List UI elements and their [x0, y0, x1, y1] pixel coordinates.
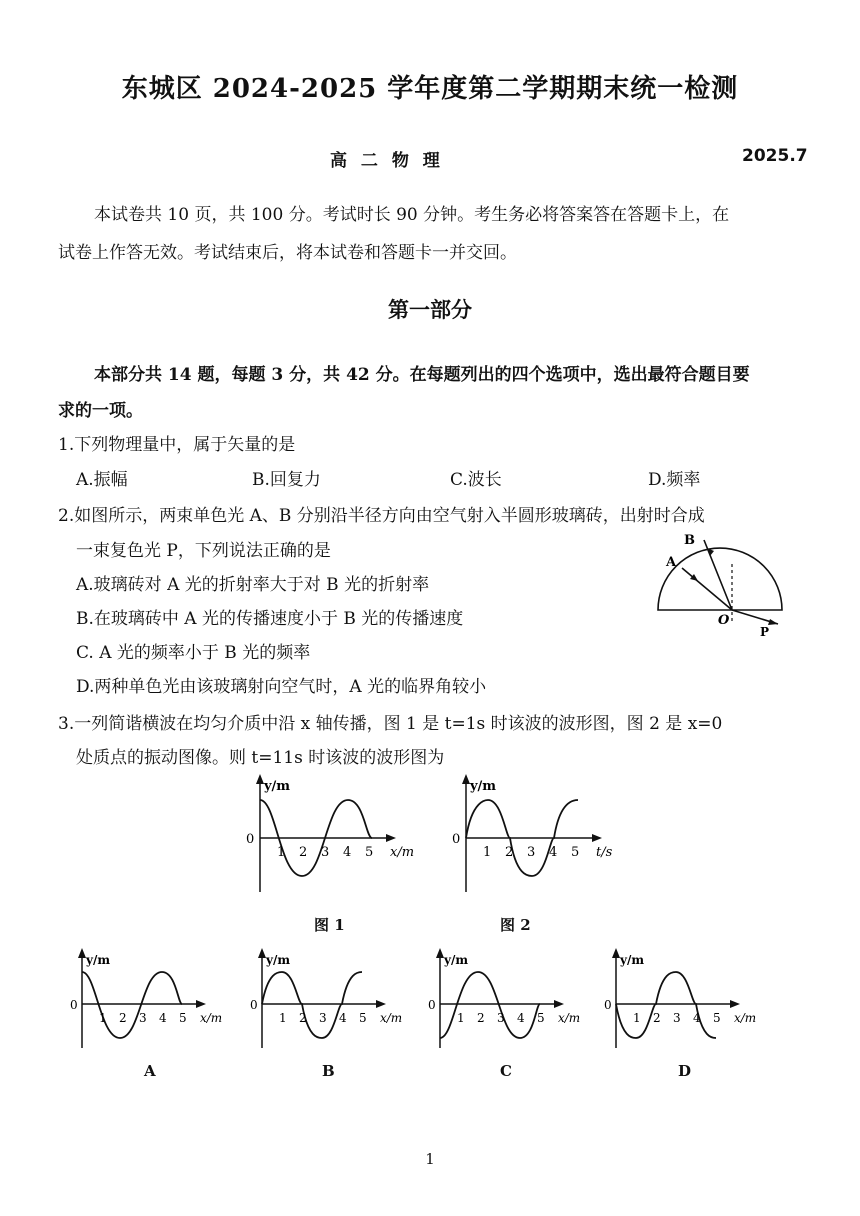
choice-d-tick-1: 1 [633, 1011, 641, 1025]
q2-option-d: D.两种单色光由该玻璃射向空气时，A 光的临界角较小 [76, 677, 487, 697]
fig2-tick-2: 2 [505, 845, 514, 860]
fig1-tick-1: 1 [277, 845, 286, 860]
choice-d-origin: 0 [604, 998, 612, 1012]
q3-figure-1 [240, 772, 420, 896]
choice-c-tick-5: 5 [537, 1011, 545, 1025]
q3-figure-2 [446, 772, 626, 896]
choice-a-xlabel: x/m [200, 1011, 223, 1025]
q2-stem-line-1: 2.如图所示，两束单色光 A、B 分别沿半径方向由空气射入半圆形玻璃砖，出射时合成 [58, 506, 705, 526]
q3-choice-b-graph [242, 946, 412, 1050]
choice-c-tick-4: 4 [517, 1011, 525, 1025]
choice-a-tick-5: 5 [179, 1011, 187, 1025]
choice-b-label: B [322, 1062, 335, 1080]
choice-d-xlabel: x/m [734, 1011, 757, 1025]
q2-label-a: A [666, 555, 677, 570]
section-title: 第一部分 [388, 297, 472, 322]
fig1-xlabel: x/m [390, 845, 415, 860]
choice-a-ylabel: y/m [86, 953, 111, 967]
fig1-tick-5: 5 [365, 845, 374, 860]
instructions-line-2: 试卷上作答无效。考试结束后，将本试卷和答题卡一并交回。 [58, 243, 517, 263]
q2-option-c: C. A 光的频率小于 B 光的频率 [76, 643, 311, 663]
choice-a-tick-2: 2 [119, 1011, 127, 1025]
fig2-tick-4: 4 [549, 845, 558, 860]
choice-c-ylabel: y/m [444, 953, 469, 967]
choice-a-origin: 0 [70, 998, 78, 1012]
q1-option-d: D.频率 [648, 470, 701, 490]
q3-choice-c-graph [420, 946, 590, 1050]
page-title: 东城区 2024-2025 学年度第二学期期末统一检测 [121, 74, 739, 104]
choice-c-label: C [500, 1062, 512, 1080]
choice-a-tick-1: 1 [99, 1011, 107, 1025]
choice-d-tick-5: 5 [713, 1011, 721, 1025]
fig1-tick-2: 2 [299, 845, 308, 860]
fig2-ylabel: y/m [470, 779, 497, 794]
choice-c-origin: 0 [428, 998, 436, 1012]
fig2-tick-3: 3 [527, 845, 536, 860]
q2-option-a: A.玻璃砖对 A 光的折射率大于对 B 光的折射率 [76, 575, 430, 595]
fig1-tick-3: 3 [321, 845, 330, 860]
instructions-line-1: 本试卷共 10 页，共 100 分。考试时长 90 分钟。考生务必将答案答在答题卡上，在 [94, 205, 730, 225]
q3-choice-a-graph [62, 946, 232, 1050]
section-desc-line-1: 本部分共 14 题，每题 3 分，共 42 分。在每题列出的四个选项中，选出最符合题目要 [94, 365, 750, 385]
fig2-tick-1: 1 [483, 845, 492, 860]
q2-option-b: B.在玻璃砖中 A 光的传播速度小于 B 光的传播速度 [76, 609, 464, 629]
fig1-ylabel: y/m [264, 779, 291, 794]
q2-label-o: O [718, 613, 730, 628]
choice-d-label: D [678, 1062, 692, 1080]
page-number: 1 [425, 1150, 435, 1168]
fig1-tick-4: 4 [343, 845, 352, 860]
choice-b-tick-5: 5 [359, 1011, 367, 1025]
choice-a-label: A [144, 1062, 156, 1080]
choice-b-xlabel: x/m [380, 1011, 403, 1025]
choice-c-tick-1: 1 [457, 1011, 465, 1025]
q2-label-p: P [760, 625, 770, 639]
q3-stem-line-2: 处质点的振动图像。则 t=11s 时该波的波形图为 [76, 748, 445, 768]
subject-label: 高 二 物 理 [330, 151, 440, 171]
q2-label-b: B [684, 533, 695, 548]
choice-b-tick-4: 4 [339, 1011, 347, 1025]
q1-option-b: B.回复力 [252, 470, 321, 490]
exam-date: 2025.7 [742, 146, 808, 166]
choice-c-tick-2: 2 [477, 1011, 485, 1025]
choice-d-tick-4: 4 [693, 1011, 701, 1025]
choice-c-tick-3: 3 [497, 1011, 505, 1025]
choice-a-tick-4: 4 [159, 1011, 167, 1025]
fig1-origin: 0 [246, 832, 255, 847]
fig2-tick-5: 5 [571, 845, 580, 860]
q1-stem: 1.下列物理量中，属于矢量的是 [58, 435, 296, 455]
choice-d-ylabel: y/m [620, 953, 645, 967]
choice-c-xlabel: x/m [558, 1011, 581, 1025]
choice-a-tick-3: 3 [139, 1011, 147, 1025]
q3-choice-d-graph [596, 946, 766, 1050]
choice-b-origin: 0 [250, 998, 258, 1012]
choice-b-ylabel: y/m [266, 953, 291, 967]
q1-option-a: A.振幅 [76, 470, 128, 490]
choice-d-tick-3: 3 [673, 1011, 681, 1025]
choice-b-tick-2: 2 [299, 1011, 307, 1025]
q2-semicircle-figure [652, 524, 792, 644]
q3-stem-line-1: 3.一列简谐横波在均匀介质中沿 x 轴传播，图 1 是 t=1s 时该波的波形图，图 2 是 x=0 [58, 714, 723, 734]
section-desc-line-2: 求的一项。 [58, 401, 143, 421]
fig2-xlabel: t/s [596, 845, 613, 860]
choice-b-tick-3: 3 [319, 1011, 327, 1025]
choice-d-tick-2: 2 [653, 1011, 661, 1025]
q1-option-c: C.波长 [450, 470, 502, 490]
fig1-caption: 图 1 [314, 916, 345, 934]
choice-b-tick-1: 1 [279, 1011, 287, 1025]
fig2-caption: 图 2 [500, 916, 531, 934]
q2-stem-line-2: 一束复色光 P，下列说法正确的是 [76, 541, 331, 561]
fig2-origin: 0 [452, 832, 461, 847]
